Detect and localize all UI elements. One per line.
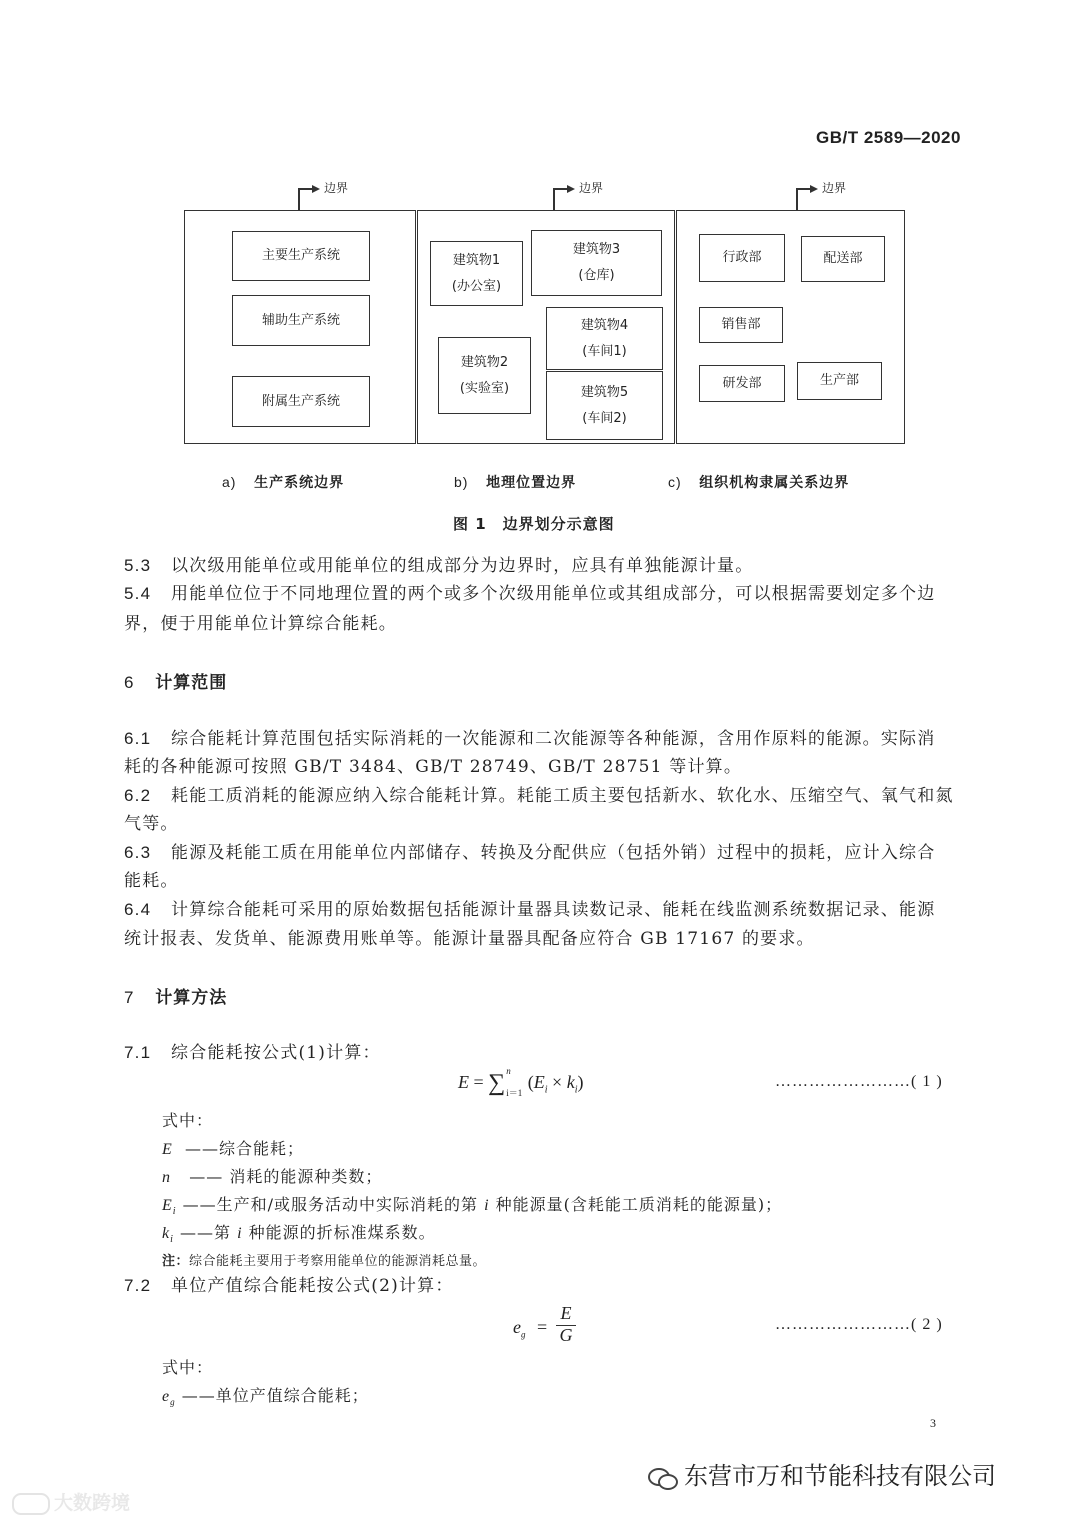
standard-number: GB/T 2589—2020 xyxy=(816,128,961,147)
clause-7-1: 7.1 综合能耗按公式(1)计算： xyxy=(124,1043,381,1063)
clause-6-1-cont: 耗的各种能源可按照 GB/T 3484、GB/T 28749、GB/T 28751 等计算。 xyxy=(124,757,743,777)
building-1-box: 建筑物1 (办公室) xyxy=(430,241,523,306)
note: 注：综合能耗主要用于考察用能单位的能源消耗总量。 xyxy=(162,1254,487,1269)
clause-5-3: 5.3 以次级用能单位或用能单位的组成部分为边界时，应具有单独能源计量。 xyxy=(124,556,754,576)
boundary-arrow-icon xyxy=(567,185,575,193)
boundary-label: 边界 xyxy=(822,181,847,195)
rnd-dept-box: 研发部 xyxy=(699,365,785,402)
clause-6-3: 6.3 能源及耗能工质在用能单位内部储存、转换及分配供应（包括外销）过程中的损耗，应计入综合 xyxy=(124,843,936,863)
page-number: 3 xyxy=(930,1416,936,1430)
clause-6-3-cont: 能耗。 xyxy=(124,871,179,891)
definition-eg: $e_g$ ——单位产值综合能耗； xyxy=(162,1386,369,1408)
clause-6-4-cont: 统计报表、发货单、能源费用账单等。能源计量器具配备应符合 GB 17167 的要求。 xyxy=(124,929,815,949)
clause-5-4-cont: 界，便于用能单位计算综合能耗。 xyxy=(124,614,397,634)
sales-dept-box: 销售部 xyxy=(699,307,783,343)
clause-6-2: 6.2 耗能工质消耗的能源应纳入综合能耗计算。耗能工质主要包括新水、软化水、压缩空气、氧气和氮 xyxy=(124,786,954,806)
ancillary-production-box: 附属生产系统 xyxy=(232,376,370,427)
admin-dept-box: 行政部 xyxy=(699,234,785,282)
clause-7-2: 7.2 单位产值综合能耗按公式(2)计算： xyxy=(124,1276,454,1296)
brand-logo-icon xyxy=(12,1493,50,1515)
sub-caption-c: c) 组织机构隶属关系边界 xyxy=(668,474,850,491)
sub-caption-a: a) 生产系统边界 xyxy=(222,474,345,491)
auxiliary-production-box: 辅助生产系统 xyxy=(232,295,370,346)
clause-6-2-cont: 气等。 xyxy=(124,814,179,834)
clause-6-4: 6.4 计算综合能耗可采用的原始数据包括能源计量器具读数记录、能耗在线监测系统数据记录、能源 xyxy=(124,900,936,920)
figure-caption: 图 1 边界划分示意图 xyxy=(453,515,615,533)
watermark-right: 东营市万和节能科技有限公司 xyxy=(648,1456,996,1491)
distribution-dept-box: 配送部 xyxy=(801,236,885,282)
clause-6-1: 6.1 综合能耗计算范围包括实际消耗的一次能源和二次能源等各种能源，含用作原料的能源。实际消 xyxy=(124,729,936,749)
building-5-box: 建筑物5 (车间2) xyxy=(546,371,663,440)
boundary-label: 边界 xyxy=(324,181,349,195)
definition-E: E ——综合能耗； xyxy=(162,1139,304,1158)
boundary-arrow-icon xyxy=(810,185,818,193)
definition-Ei: $E_i$ ——生产和/或服务活动中实际消耗的第 i 种能源量(含耗能工质消耗的能源量)； xyxy=(162,1195,783,1218)
where-label: 式中： xyxy=(162,1111,214,1130)
watermark-left: 大数跨境 xyxy=(12,1488,130,1515)
formula-1: E = ∑ n i＝1 $(E_i \times k_i)$ xyxy=(458,1065,584,1098)
wechat-icon xyxy=(648,1466,678,1488)
section-7-heading: 7 计算方法 xyxy=(124,988,228,1008)
definition-ki: $k_i$ ——第 i 种能源的折标准煤系数。 xyxy=(162,1223,436,1246)
building-2-box: 建筑物2 (实验室) xyxy=(438,337,531,414)
clause-5-4: 5.4 用能单位位于不同地理位置的两个或多个次级用能单位或其组成部分，可以根据需要划定多个边 xyxy=(124,584,936,604)
sub-caption-b: b) 地理位置边界 xyxy=(454,474,577,491)
formula-1-number: ……………………( 1 ) xyxy=(775,1073,943,1090)
section-6-heading: 6 计算范围 xyxy=(124,673,228,693)
boundary-label: 边界 xyxy=(579,181,604,195)
main-production-box: 主要生产系统 xyxy=(232,231,370,281)
where-label-2: 式中： xyxy=(162,1358,214,1377)
production-dept-box: 生产部 xyxy=(797,362,882,400)
building-4-box: 建筑物4 (车间1) xyxy=(546,307,663,370)
boundary-arrow-icon xyxy=(312,185,320,193)
definition-n: n —— 消耗的能源种类数； xyxy=(162,1167,383,1186)
formula-2-number: ……………………( 2 ) xyxy=(775,1316,943,1333)
formula-2: $e_g$ = E G xyxy=(513,1303,583,1347)
building-3-box: 建筑物3 (仓库) xyxy=(531,230,662,296)
